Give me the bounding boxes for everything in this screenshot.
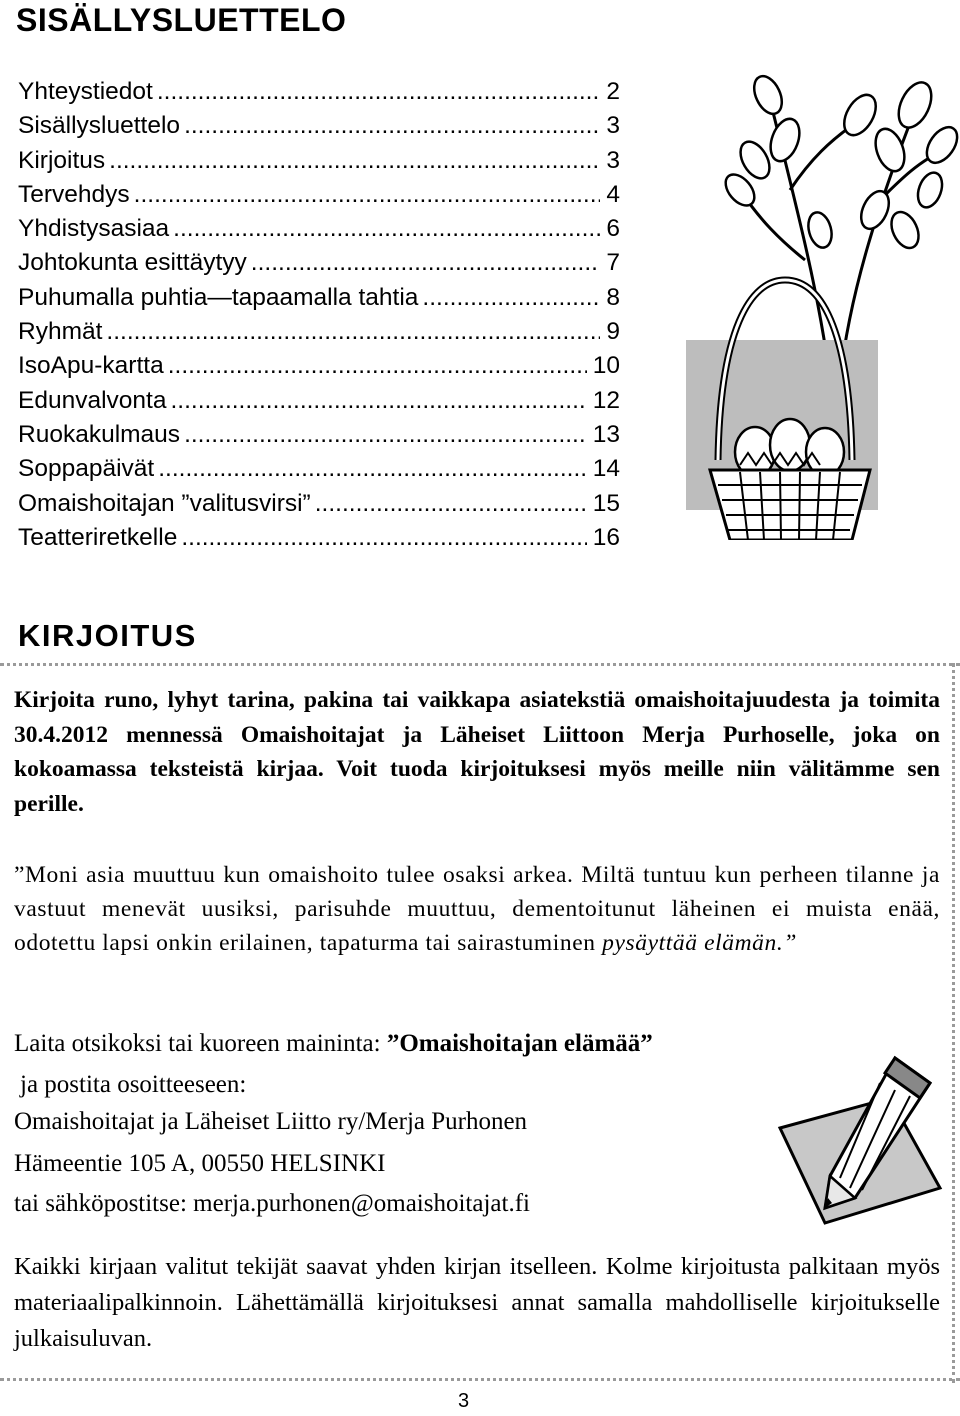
email-line: tai sähköpostitse: merja.purhonen@omaishoitajat.fi <box>14 1190 530 1217</box>
box-border-top <box>0 663 960 666</box>
toc-item: Teatteriretkelle ..... 16 <box>18 524 620 558</box>
toc-item: Omaishoitajan ”valitusvirsi” ..... 15 <box>18 490 620 524</box>
pencil-on-paper-icon <box>770 1048 950 1238</box>
toc-item: Edunvalvonta ..... 12 <box>18 387 620 421</box>
article-title: KIRJOITUS <box>18 618 197 653</box>
mail-instruction: ja postita osoitteeseen: <box>20 1071 247 1098</box>
toc-item: Yhdistysasiaa ..... 6 <box>18 215 620 249</box>
toc-item: Ruokakulmaus ..... 13 <box>18 421 620 455</box>
closing-paragraph: Kaikki kirjaan valitut tekijät saavat yhden kirjan itselleen. Kolme kirjoitusta palkitaan myös materiaalipalkinnoin. Lähettämällä kirjoituksesi annat samalla mahdolliselle kirjoitukselle julkaisuluvan. <box>14 1253 940 1352</box>
toc-item: Sisällysluettelo ..... 3 <box>18 112 620 146</box>
toc-item: Ryhmät ..... 9 <box>18 318 620 352</box>
page-number: 3 <box>458 1390 470 1412</box>
intro-paragraph: Kirjoita runo, lyhyt tarina, pakina tai vaikkapa asiatekstiä omaishoitajuudesta ja toimita 30.4.2012 mennessä Omaishoitajat ja Läheiset Liittoon Merja Purhoselle, joka on kokoamassa teksteistä kirjaa. Voit tuoda kirjoituksesi myös meille niin välitämme sen perille. <box>14 687 940 817</box>
willow-and-egg-basket-icon <box>680 40 960 540</box>
box-border-right <box>952 663 955 1383</box>
address-line-2: Hämeentie 105 A, 00550 HELSINKI <box>14 1150 386 1177</box>
toc-item: IsoApu-kartta ..... 10 <box>18 352 620 386</box>
heading-emphasis: ”Omaishoitajan elämää” <box>386 1030 653 1057</box>
toc-item: Kirjoitus ..... 3 <box>18 147 620 181</box>
toc-item: Yhteystiedot ..... 2 <box>18 78 620 112</box>
quote-paragraph <box>14 858 940 960</box>
quote-italic-text: pysäyttää elämän.” <box>602 930 797 956</box>
toc-item: Puhumalla puhtia—tapaamalla tahtia ..... 8 <box>18 284 620 318</box>
quote-text: ”Moni asia muuttuu kun omaishoito tulee osaksi arkea. Miltä tuntuu kun perheen tilanne ja vastuut menevät uusiksi, parisuhde muuttuu, dementoitunut läheinen ei muista enää, odotettu lapsi onkin erilainen, tapaturma tai sairastuminen <box>14 862 940 956</box>
table-of-contents <box>18 78 620 558</box>
address-line-1: Omaishoitajat ja Läheiset Liitto ry/Merja Purhonen <box>14 1108 528 1135</box>
toc-item: Johtokunta esittäytyy ..... 7 <box>18 249 620 283</box>
heading-instruction: Laita otsikoksi tai kuoreen maininta: ”Omaishoitajan elämää” <box>14 1030 653 1057</box>
toc-item: Soppapäivät ..... 14 <box>18 455 620 489</box>
toc-item: Tervehdys ..... 4 <box>18 181 620 215</box>
box-border-bottom <box>0 1378 960 1381</box>
toc-title: SISÄLLYSLUETTELO <box>16 2 347 38</box>
